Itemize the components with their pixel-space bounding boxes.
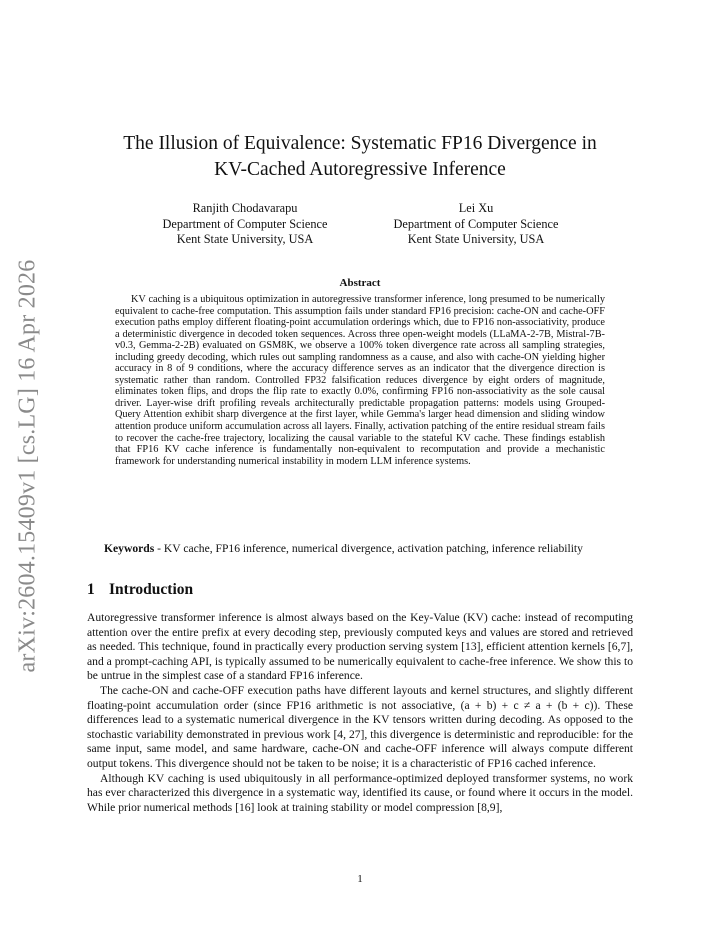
author-department: Department of Computer Science	[393, 216, 559, 231]
title-line-1: The Illusion of Equivalence: Systematic FP16 Divergence in	[123, 133, 597, 154]
abstract-text: KV caching is a ubiquitous optimization in autoregressive transformer inference, long presumed to be numerically equivalent to cache-free computation. This assumption fails under standard FP16 precision: cache-ON and cache-OFF execution paths employ different floating-point accumulation orderings which, due to FP16 non-associativity, produce a deterministic divergence in decoded token sequences. Across three open-weight models (LLaMA-2-7B, Mistral-7B-v0.3, Gemma-2-2B) evaluated on GSM8K, we observe a 100% token divergence rate across all sampling strategies, including greedy decoding, which rules out sampling randomness as a cause, and also with cache-ON yielding higher accuracy in 8 of 9 conditions, where the accuracy difference serves as an indicator that the divergence direction is systematic rather than random. Controlled FP32 falsification reduces divergence by eight orders of magnitude, eliminates token flips, and drops the flip rate to exactly 0.0%, confirming FP16 non-associativity as the sole causal driver. Layer-wise drift profiling reveals architecturally predictable propagation patterns: models using Grouped-Query Attention exhibit sharp divergence at the first layer, while Gemma's larger head dimension and sliding window attention produce uniform accumulation across all layers. Finally, activation patching of the entire residual stream fails to recover the cache-free trajectory, localizing the causal variable to the stateful KV cache. These findings establish that FP16 KV cache inference is fundamentally non-equivalent to recomputation and provide a mechanistic framework for understanding numerical instability in modern LLM inference systems.	[115, 294, 605, 467]
body-paragraph: The cache-ON and cache-OFF execution paths have different layouts and kernel structures, and slightly different floating-point accumulation order (since FP16 arithmetic is not associative, (a + b) + c ≠ a + (b + c)). These differences lead to a systematic numerical divergence in the KV tensors written during decoding. As opposed to the stochastic variability demonstrated in previous work [4, 27], this divergence is deterministic and reproducible: for the same input, same model, and same hardware, cache-ON and cache-OFF inference will always compute different output tokens. This divergence should not be taken to be noise; it is a characteristic of FP16 cached inference.	[87, 683, 633, 770]
keywords-label: Keywords	[104, 542, 155, 555]
author-block-2	[367, 201, 585, 248]
title-line-2: KV-Cached Autoregressive Inference	[214, 159, 506, 180]
author-affiliation: Kent State University, USA	[176, 232, 314, 247]
page-number: 1	[357, 873, 363, 885]
author-name: Lei Xu	[458, 201, 494, 215]
author-affiliation: Kent State University, USA	[407, 232, 545, 247]
arxiv-stamp	[14, 258, 42, 674]
paper-title	[60, 131, 660, 183]
author-department: Department of Computer Science	[162, 216, 328, 231]
keywords-line	[104, 542, 644, 555]
section-title: Introduction	[109, 581, 194, 598]
section-number: 1	[87, 581, 95, 598]
body-paragraph: Autoregressive transformer inference is almost always based on the Key-Value (KV) cache: instead of recomputing attention over the entire prefix at every decoding step, previously computed keys and values are stored and retrieved as needed. This technique, found in practically every production serving system [13], efficient attention kernels [6,7], and a prompt-caching API, is typically assumed to be numerically equivalent to cache-free inference. We show this to be untrue in the simplest case of a standard FP16 inference.	[87, 611, 633, 683]
abstract-heading: Abstract	[339, 277, 381, 289]
body-text	[87, 611, 633, 815]
arxiv-stamp-text: arXiv:2604.15409v1 [cs.LG] 16 Apr 2026	[14, 259, 41, 673]
author-name: Ranjith Chodavarapu	[192, 201, 298, 215]
keywords-text: - KV cache, FP16 inference, numerical divergence, activation patching, inference reliability	[154, 542, 583, 555]
section-heading	[87, 581, 193, 599]
body-paragraph: Although KV caching is used ubiquitously in all performance-optimized deployed transformer systems, no work has ever characterized this divergence in a systematic way, identified its cause, or found where it occurs in the model. While prior numerical methods [16] look at training stability or model compression [8,9],	[87, 771, 633, 814]
author-block-1	[135, 201, 355, 248]
